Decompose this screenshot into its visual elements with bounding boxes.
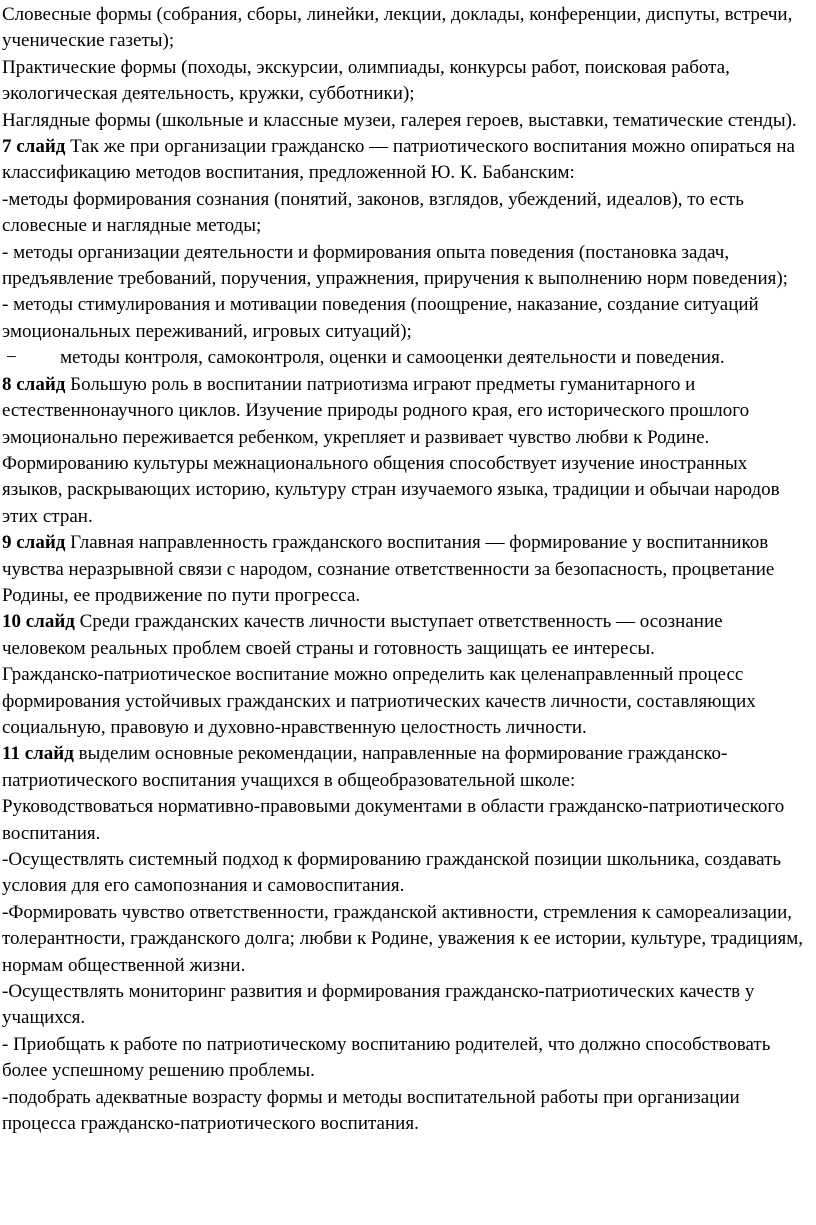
paragraph-slide-9: 9 слайд Главная направленность гражданского воспитания — формирование у воспитанников чувства неразрывной связи с народом, сознание ответственности за безопасность, процветание Родины, ее продвижение по пути прогресса.: [2, 532, 775, 606]
paragraph-practical-forms: Практические формы (походы, экскурсии, олимпиады, конкурсы работ, поисковая работа, экологическая деятельность, кружки, субботники);: [2, 56, 730, 105]
paragraph-verbal-forms: Словесные формы (собрания, сборы, линейки, лекции, доклады, конференции, диспуты, встречи, ученические газеты);: [2, 4, 793, 52]
list-item-methods-control: − методы контроля, самоконтроля, оценки и самооценки деятельности и поведения.: [2, 345, 806, 371]
paragraph-recommendation-5: - Приобщать к работе по патриотическому воспитанию родителей, что должно способствовать более успешному решению проблемы.: [2, 1033, 771, 1082]
paragraph-slide-11: 11 слайд выделим основные рекомендации, направленные на формирование гражданско-патриотического воспитания учащихся в общеобразовательной школе:: [2, 743, 728, 791]
paragraph-recommendation-1: Руководствоваться нормативно-правовыми документами в области гражданско-патриотического воспитания.: [2, 796, 785, 844]
paragraph-recommendation-3: -Формировать чувство ответственности, гражданской активности, стремления к самореализации, толерантности, гражданского долга; любви к Родине, уважения к ее истории, культуре, традициям, нормам общественной жизни.: [2, 901, 803, 976]
paragraph-recommendation-6: -подобрать адекватные возрасту формы и методы воспитательной работы при организации процесса гражданско-патриотического воспитания.: [2, 1086, 740, 1135]
slide-label: 8 слайд: [2, 373, 66, 395]
paragraph-methods-consciousness: -методы формирования сознания (понятий, законов, взглядов, убеждений, идеалов), то есть словесные и наглядные методы;: [2, 188, 744, 237]
paragraph-slide-10: 10 слайд Среди гражданских качеств личности выступает ответственность — осознание человеком реальных проблем своей страны и готовность защищать ее интересы.: [2, 611, 723, 659]
paragraph-slide-7: 7 слайд Так же при организации гражданско — патриотического воспитания можно опираться на классификацию методов воспитания, предложенной Ю. К. Бабанским:: [2, 136, 795, 184]
paragraph-definition: Гражданско-патриотическое воспитание можно определить как целенаправленный процесс формирования устойчивых гражданских и патриотических качеств личности, составляющих социальную, правовую и духовно-нравственную целостность личности.: [2, 664, 756, 738]
slide-label: 11 слайд: [2, 743, 74, 765]
slide-label: 9 слайд: [2, 532, 66, 554]
paragraph-recommendation-2: -Осуществлять системный подход к формированию гражданской позиции школьника, создавать условия для его самопознания и самовоспитания.: [2, 849, 782, 897]
paragraph-slide-8: 8 слайд Большую роль в воспитании патриотизма играют предметы гуманитарного и естественнонаучного циклов. Изучение природы родного края, его исторического прошлого эмоционально переживается ребенком, укрепляет и развивает чувство любви к Родине. Формированию культуры межнационального общения способствует изучение иностранных языков, раскрывающих историю, культуру стран изучаемого языка, традиции и обычаи народов этих стран.: [2, 373, 780, 527]
paragraph-visual-forms: Наглядные формы (школьные и классные музеи, галерея героев, выставки, тематические стенды).: [2, 109, 797, 131]
dash-bullet: −: [6, 347, 17, 369]
paragraph-methods-activity: - методы организации деятельности и формирования опыта поведения (постановка задач, предъявление требований, поручения, упражнения, приручения к выполнению норм поведения);: [2, 241, 788, 290]
paragraph-methods-stimulation: - методы стимулирования и мотивации поведения (поощрение, наказание, создание ситуаций эмоциональных переживаний, игровых ситуаций);: [2, 294, 759, 342]
slide-label: 10 слайд: [2, 611, 75, 633]
paragraph-recommendation-4: -Осуществлять мониторинг развития и формирования гражданско-патриотических качеств у учащихся.: [2, 981, 755, 1029]
slide-label: 7 слайд: [2, 136, 66, 158]
